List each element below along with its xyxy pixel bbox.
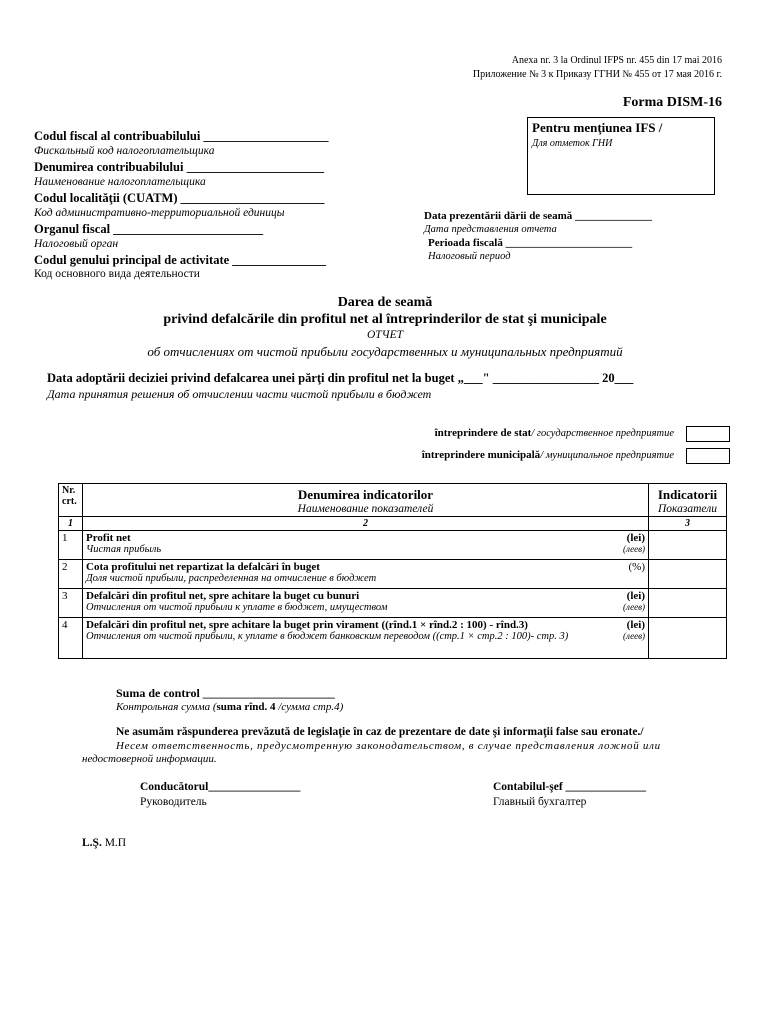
ifs-box-subtitle: Для отметок ГНИ [532, 138, 613, 149]
control-sum-ru-prefix: Контрольная сумма ( [116, 701, 217, 713]
title-ru-line1: ОТЧЕТ [366, 329, 404, 341]
row-unit: (lei) [626, 619, 645, 631]
row-name: Defalcări din profitul net, spre achitare la buget cu bunuri [86, 590, 360, 602]
annex-line-ro: Anexa nr. 3 la Ordinul IFPS nr. 455 din 17 mai 2016 [511, 55, 722, 66]
taxpayer-name-field[interactable]: Denumirea contribuabilului ______________________ [34, 160, 325, 174]
municipal-enterprise-checkbox[interactable] [686, 448, 730, 464]
control-sum-ru [116, 701, 343, 713]
title-line1: Darea de seamă [337, 295, 433, 310]
row-name: Profit net [86, 532, 131, 544]
fiscal-body-ru: Налоговый орган [34, 238, 119, 250]
form-code: Forma DISM-16 [622, 95, 722, 110]
row-unit: (lei) [626, 532, 645, 544]
col-num-1: 1 [59, 517, 83, 531]
report-date-field[interactable]: Data prezentării dării de seamă ______________ [424, 210, 653, 222]
row-unit-ru: (леев) [622, 544, 645, 554]
row-unit-ru: (леев) [622, 602, 645, 612]
municipal-enterprise-ro: întreprindere municipală [421, 449, 541, 461]
annex-line-ru: Приложение № 3 к Приказу ГГНИ № 455 от 17 мая 2016 г. [472, 69, 722, 80]
table-row [59, 560, 727, 589]
stamp-place [82, 837, 126, 849]
locality-code-ru: Код административно-территориальной единицы [34, 207, 285, 219]
row-value-input[interactable] [649, 531, 727, 560]
disclaimer-ru-line2: недостоверной информации. [82, 753, 217, 765]
stamp-ro: L.Ş. [82, 837, 102, 849]
stamp-ru: М.П [101, 837, 127, 849]
row-name-ru: Отчисления от чистой прибыли к уплате в бюджет, имуществом [86, 602, 388, 613]
fiscal-code-field[interactable]: Codul fiscal al contribuabilului ____________________ [34, 129, 329, 143]
row-value-input[interactable] [649, 618, 727, 659]
row-nr: 1 [59, 531, 83, 560]
row-name-cell [83, 618, 649, 659]
indicators-table [58, 483, 727, 659]
fiscal-code-ru: Фискальный код налогоплательщика [34, 145, 215, 157]
col-value-ru: Показатели [657, 503, 718, 515]
row-unit: (lei) [626, 590, 645, 602]
accountant-signature-field[interactable]: Contabilul-şef ______________ [493, 781, 647, 793]
table-row [59, 589, 727, 618]
disclaimer-ru-line1: Несем ответственность, предусмотренную законодательством, в случае представления ложной или [116, 740, 661, 752]
row-unit-ru: (леев) [622, 631, 645, 641]
activity-code-ru: Код основного вида деятельности [34, 268, 200, 280]
ifs-box-title: Pentru menţiunea IFS / [532, 120, 663, 135]
table-header [59, 484, 727, 517]
disclaimer-ro: Ne asumăm răspunderea prevăzută de legislaţie în caz de prezentare de date şi informaţii false sau eronate./ [116, 726, 644, 738]
col-num-3: 3 [649, 517, 727, 531]
state-enterprise-ro: întreprindere de stat [434, 427, 532, 439]
fiscal-period-ru: Налоговый период [428, 251, 511, 262]
row-name-ru: Отчисления от чистой прибыли, к уплате в бюджет банковским переводом ((стр.1 × стр.2 : 100)- стр. 3) [86, 631, 569, 642]
fiscal-period-field[interactable]: Perioada fiscală _______________________ [428, 237, 633, 249]
row-unit: (%) [628, 561, 645, 573]
row-name-ru: Чистая прибыль [86, 544, 162, 555]
adoption-date-field[interactable]: Data adoptării deciziei privind defalcarea unei părţi din profitul net la buget „___" _________________ 20___ [47, 371, 634, 385]
state-enterprise-ru: / государственное предприятие [531, 428, 674, 439]
adoption-date-ru: Дата принятия решения об отчислении части чистой прибыли в бюджет [47, 387, 432, 401]
row-nr: 2 [59, 560, 83, 589]
row-name-cell [83, 589, 649, 618]
locality-code-field[interactable]: Codul localităţii (CUATM) _______________________ [34, 191, 325, 205]
head-signature-ru: Руководитель [140, 796, 207, 808]
head-signature-field[interactable]: Conducătorul________________ [140, 781, 301, 793]
row-nr: 4 [59, 618, 83, 659]
taxpayer-name-ru: Наименование налогоплательщика [34, 176, 206, 188]
activity-code-field[interactable]: Codul genului principal de activitate _______________ [34, 253, 327, 267]
control-sum-ru-suffix: /сумма стр.4) [275, 701, 344, 713]
table-numbering-row [59, 517, 727, 531]
table-row [59, 618, 727, 659]
state-enterprise-label [435, 427, 674, 439]
row-nr: 3 [59, 589, 83, 618]
row-name: Defalcări din profitul net, spre achitare la buget prin virament ((rînd.1 × rînd.2 : 100) - rînd.3) [86, 619, 528, 631]
col-name-ru: Наименование показателей [297, 503, 434, 515]
control-sum-field[interactable]: Suma de control ______________________ [116, 686, 335, 700]
control-sum-ru-bold: suma rînd. 4 [216, 701, 276, 713]
col-name-header [83, 484, 649, 517]
row-name-ru: Доля чистой прибыли, распределенная на отчисление в бюджет [86, 573, 377, 584]
table-row [59, 531, 727, 560]
col-name-ro: Denumirea indicatorilor [297, 487, 434, 502]
title-line2: privind defalcările din profitul net al întreprinderilor de stat şi municipale [163, 312, 607, 327]
col-value-header [649, 484, 727, 517]
col-num-2: 2 [83, 517, 649, 531]
municipal-enterprise-label [422, 449, 674, 461]
row-name-cell [83, 531, 649, 560]
accountant-signature-ru: Главный бухгалтер [493, 796, 587, 808]
fiscal-body-field[interactable]: Organul fiscal ________________________ [34, 222, 264, 236]
row-value-input[interactable] [649, 589, 727, 618]
row-value-input[interactable] [649, 560, 727, 589]
title-ru-line2: об отчислениях от чистой прибыли государственных и муниципальных предприятий [147, 344, 623, 359]
report-date-ru: Дата представления отчета [424, 224, 557, 235]
municipal-enterprise-ru: / муниципальное предприятие [540, 450, 674, 461]
row-name-cell [83, 560, 649, 589]
col-nr-header: Nr. crt. [59, 484, 83, 517]
ifs-notes-box[interactable] [527, 117, 715, 195]
row-name: Cota profitului net repartizat la defalcări în buget [86, 561, 320, 573]
col-value-ro: Indicatorii [657, 487, 718, 502]
state-enterprise-checkbox[interactable] [686, 426, 730, 442]
